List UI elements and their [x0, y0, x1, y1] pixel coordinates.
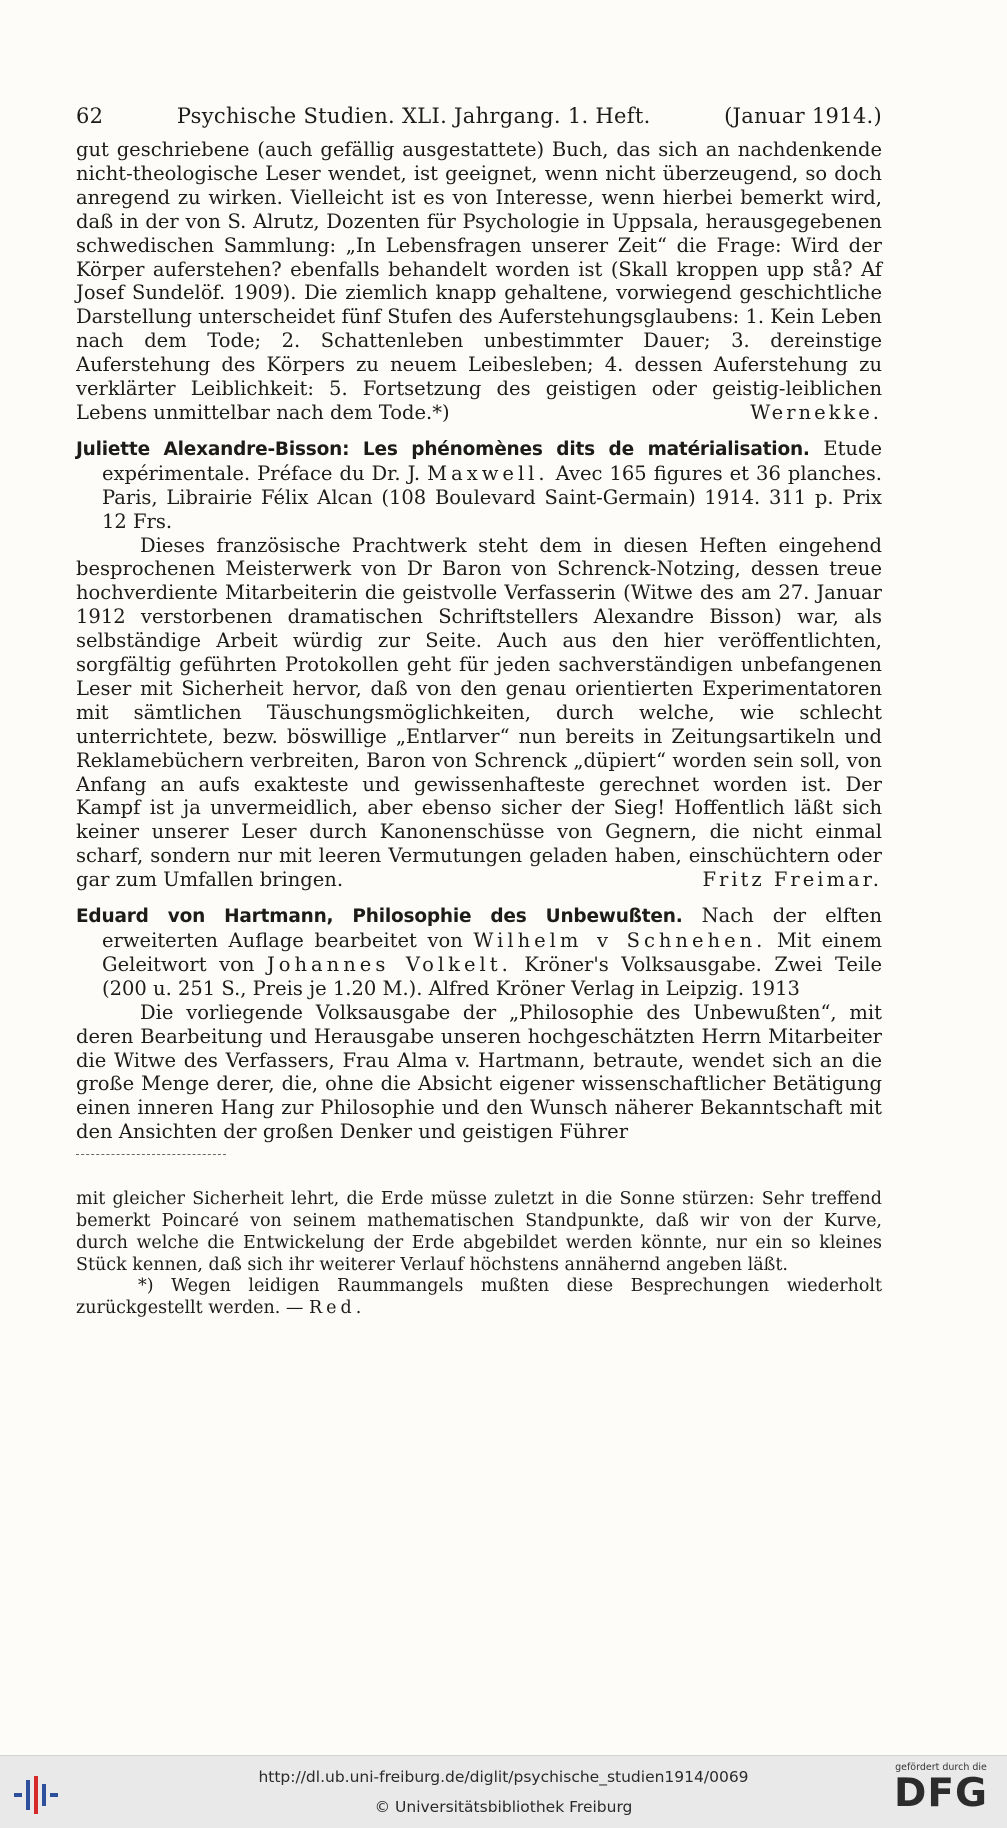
review-bisson-body — [76, 534, 882, 893]
running-title: Psychische Studien. XLI. Jahrgang. 1. Heft. — [176, 104, 651, 128]
footnote-signature: Red. — [308, 1298, 366, 1319]
book-details: Etude expérimentale. Préface du Dr. J. — [102, 436, 882, 485]
sponsor-logo-text: DFG — [893, 1771, 989, 1816]
book-details: Kröner's Volksausgabe. Zwei Teile (200 u. 251 S., Preis je 1.20 M.). Alfred Kröner Verlag in Leipzig. 1913 — [102, 952, 882, 1000]
sponsor-caption: gefördert durch die — [895, 1762, 987, 1773]
footnote-divider — [76, 1154, 226, 1155]
book-title-bisson: Juliette Alexandre-Bisson: Les phénomènes dits de matérialisation. — [76, 438, 810, 460]
signature-freimar: Fritz Freimar. — [702, 868, 882, 892]
book-title-hartmann: Eduard von Hartmann, Philosophie des Unbewußten. — [76, 906, 683, 928]
footnote-note — [76, 1276, 882, 1320]
footnote-text: *) Wegen leidigen Raummangels mußten diese Besprechungen wiederholt zurückgestellt werden. — — [76, 1276, 882, 1319]
editor-name: Wilhelm v Schnehen. — [473, 929, 767, 952]
running-header — [76, 104, 882, 128]
preface-author: Maxwell. — [427, 461, 549, 485]
page-number: 62 — [76, 104, 104, 128]
copyright-notice: © Universitätsbibliothek Freiburg — [374, 1798, 633, 1816]
foreword-author: Johannes Volkelt. — [266, 952, 512, 976]
review-wernekke-end — [76, 138, 882, 425]
dfg-logo — [885, 1762, 997, 1814]
review-text: gut geschriebene (auch gefällig ausgestattete) Buch, das sich an nachdenkende nicht-theologische Leser wendet, ist geeignet, wenn nicht überzeugend, so doch anregend zu wirken. Vielleicht ist es von Interesse, wenn hierbei bemerkt wird, daß in der von S. Alrutz, Dozenten für Psychologie in Uppsala, herausgegebenen schwedischen Sammlung: „In Lebensfragen unserer Zeit“ die Frage: Wird der Körper auferstehen? ebenfalls behandelt worden ist (Skall kroppen upp stå? Af Josef Sundelöf. 1909). Die ziemlich knapp gehaltene, vorwiegend geschichtliche Darstellung unterscheidet fünf Stufen des Auferstehungsglaubens: 1. Kein Leben nach dem Tode; 2. Schattenleben unbestimmter Dauer; 3. dereinstige Auferstehung des Körpers zu neuem Leibesleben; 4. dessen Auferstehung zu verklärter Leiblichkeit: 5. Fortsetzung des geistigen oder geistig-leiblichen Lebens unmittelbar nach dem Tode.*) — [76, 138, 882, 424]
review-hartmann-body: Die vorliegende Volksausgabe der „Philosophie des Unbewußten“, mit deren Bearbeitung und Herausgabe unseren hochgeschätzten Herrn Mitarbeiter die Witwe des Verfassers, Frau Alma v. Hartmann, betraute, wendet sich an die große Menge derer, die, ohne die Absicht eigener wissenschaftlicher Betätigung einen inneren Hang zur Philosophie und den Wunsch näherer Bekanntschaft mit den Ansichten der großen Denker und geistigen Führer — [76, 1000, 882, 1144]
book-details: Avec 165 figures et 36 planches. Paris, Librairie Félix Alcan (108 Boulevard Saint-Germain) 1914. 311 p. Prix 12 Frs. — [102, 461, 883, 533]
document-page — [76, 104, 882, 1320]
footnotes — [76, 1189, 882, 1320]
review-text: Dieses französische Prachtwerk steht dem in diesen Heften eingehend besprochenen Meisterwerk von Dr Baron von Schrenck-Notzing, dessen treue hochverdiente Mitarbeiterin die geistvolle Verfasserin (Witwe des am 27. Januar 1912 verstorbenen dramatischen Schriftstellers Alexandre Bisson) war, als selbständige Arbeit würdig zur Seite. Auch aus den hier veröffentlichten, sorgfältig geführten Protokollen geht für jeden sachverständigen unbefangenen Leser mit Sicherheit hervor, daß von den genau orientierten Experimentatoren mit sämtlichen Täuschungsmöglichkeiten, durch welche, wie schlecht unterrichtete, bezw. böswillige „Entlarver“ nun bereits in Zeitungsartikeln und Reklamebüchern verbreiten, Baron von Schrenck „düpiert“ worden sein soll, von Anfang an aufs exakteste und gewissenhafteste gerechnet worden ist. Der Kampf ist ja unvermeidlich, aber ebenso sicher der Sieg! Hoffentlich läßt sich keiner unserer Leser durch Kanonenschüsse von Gegnern, die nicht einmal scharf, sondern nur mit leeren Vermutungen geladen haben, einschüchtern oder gar zum Umfallen bringen. — [76, 533, 882, 892]
footer-bar — [0, 1755, 1007, 1828]
book-details: Nach der elften erweiterten Auflage bearbeitet von — [102, 904, 883, 952]
signature-wernekke: Wernekke. — [750, 400, 882, 424]
source-url[interactable]: http://dl.ub.uni-freiburg.de/diglit/psychische_studien1914/0069 — [258, 1768, 749, 1786]
review-bisson-heading — [76, 437, 882, 534]
footnote-continuation: mit gleicher Sicherheit lehrt, die Erde müsse zuletzt in die Sonne stürzen: Sehr treffend bemerkt Poincaré von seinem mathematischen Standpunkte, daß wir von der Kurve, durch welche die Entwickelung der Erde abgebildet werden könnte, nur ein so kleines Stück kennen, daß sich ihr weiterer Verlauf höchstens annähernd angeben läßt. — [76, 1189, 882, 1275]
review-hartmann-heading — [76, 904, 882, 1001]
book-details: Mit einem Geleitwort von — [102, 929, 882, 976]
issue-date: (Januar 1914.) — [724, 104, 882, 128]
